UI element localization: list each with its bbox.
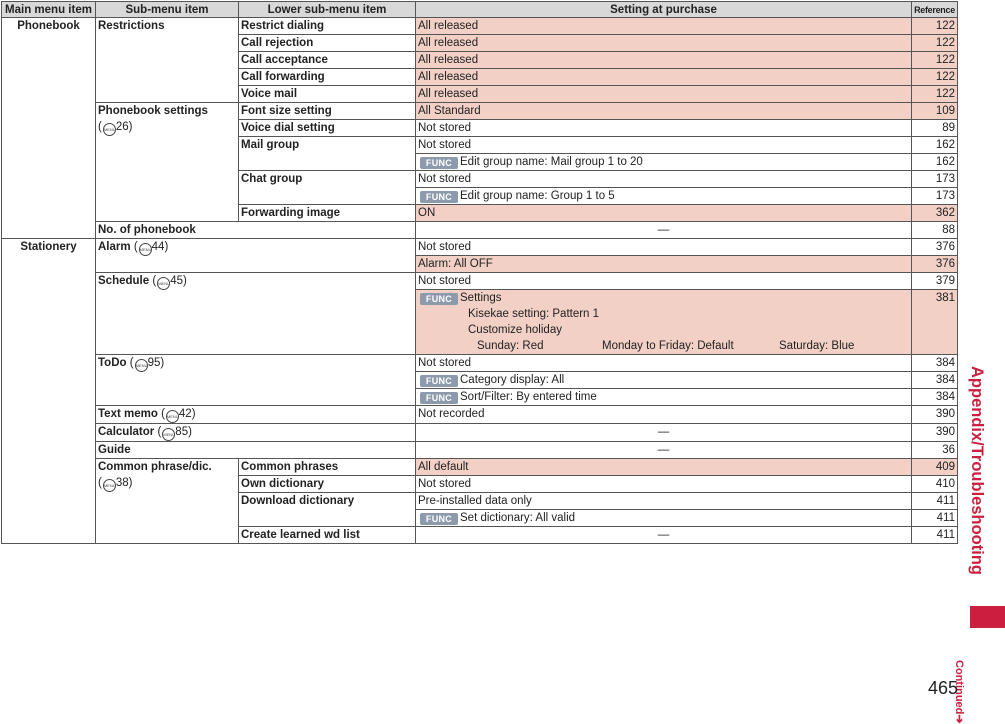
reference-page: 384 [912, 372, 958, 389]
side-tab-marker [970, 606, 1005, 628]
lower-item-call-rejection: Call rejection [239, 35, 416, 52]
lower-item-font-size-setting: Font size setting [239, 103, 416, 120]
lower-item-forwarding-image: Forwarding image [239, 205, 416, 222]
lower-item-voice-dial-setting: Voice dial setting [239, 120, 416, 137]
func-icon: FUNC [420, 191, 458, 203]
continued-label: Continued➔ [953, 660, 965, 724]
monday-friday-color: Monday to Friday: Default [602, 340, 734, 352]
setting-value: All released [416, 86, 912, 103]
menu-icon: MENU [135, 359, 148, 372]
main-item-stationery: Stationery [2, 239, 96, 544]
reference-page: 173 [912, 171, 958, 188]
header-main-menu-item: Main menu item [2, 2, 96, 18]
table-row [2, 355, 958, 372]
table-row [2, 273, 958, 290]
lower-item-voice-mail: Voice mail [239, 86, 416, 103]
setting-value: Alarm: All OFF [416, 256, 912, 273]
menu-icon: MENU [162, 428, 175, 441]
reference-page: 122 [912, 52, 958, 69]
setting-value: Pre-installed data only [416, 493, 912, 510]
sub-item-alarm: Alarm ( MENU44) [96, 239, 416, 273]
sub-item-calculator: Calculator ( MENU85) [96, 424, 416, 442]
setting-value: FUNC Edit group name: Group 1 to 5 [416, 188, 912, 205]
reference-page: 384 [912, 389, 958, 406]
setting-value: FUNC Sort/Filter: By entered time [416, 389, 912, 406]
lower-item-mail-group: Mail group [239, 137, 416, 171]
setting-value: All default [416, 459, 912, 476]
schedule-settings-block [416, 290, 912, 355]
customize-holiday: Customize holiday [468, 324, 562, 336]
setting-value: FUNC Set dictionary: All valid [416, 510, 912, 527]
setting-value: All released [416, 35, 912, 52]
header-lower-sub-menu-item: Lower sub-menu item [239, 2, 416, 18]
reference-page: 381 [912, 290, 958, 355]
reference-page: 362 [912, 205, 958, 222]
table-row [2, 459, 958, 476]
header-reference: Reference [912, 2, 958, 18]
sub-item-schedule: Schedule ( MENU45) [96, 273, 416, 355]
header-sub-menu-item: Sub-menu item [96, 2, 239, 18]
saturday-color: Saturday: Blue [779, 340, 855, 352]
table-row [2, 442, 958, 459]
sub-item-guide: Guide [96, 442, 416, 459]
setting-value: — [416, 424, 912, 442]
menu-icon: MENU [139, 243, 152, 256]
menu-icon: MENU [103, 123, 116, 136]
func-icon: FUNC [420, 293, 458, 305]
page-reference: ( MENU38) [98, 475, 236, 492]
table-row [2, 103, 958, 120]
func-icon: FUNC [420, 375, 458, 387]
setting-value: Not stored [416, 239, 912, 256]
setting-value: — [416, 442, 912, 459]
continued-arrow-icon: ➔ [953, 714, 965, 724]
table-header-row [2, 2, 958, 18]
table-row [2, 424, 958, 442]
lower-item-create-learned-wd-list: Create learned wd list [239, 527, 416, 544]
sub-item-phonebook-settings [96, 103, 239, 222]
setting-value: All released [416, 18, 912, 35]
reference-page: 173 [912, 188, 958, 205]
setting-value: — [416, 527, 912, 544]
func-icon: FUNC [420, 392, 458, 404]
menu-icon: MENU [103, 479, 116, 492]
reference-page: 376 [912, 239, 958, 256]
setting-value: All released [416, 69, 912, 86]
reference-page: 122 [912, 69, 958, 86]
func-icon: FUNC [420, 157, 458, 169]
kisekae-setting: Kisekae setting: Pattern 1 [468, 308, 600, 320]
reference-page: 122 [912, 18, 958, 35]
sub-item-no-of-phonebook: No. of phonebook [96, 222, 416, 239]
lower-item-common-phrases: Common phrases [239, 459, 416, 476]
reference-page: 109 [912, 103, 958, 120]
setting-value: Not stored [416, 476, 912, 493]
setting-value: ON [416, 205, 912, 222]
menu-icon: MENU [166, 410, 179, 423]
setting-value: All released [416, 52, 912, 69]
reference-page: 390 [912, 406, 958, 424]
reference-page: 36 [912, 442, 958, 459]
side-tab-title: Appendix/Troubleshooting [968, 366, 986, 575]
table-row [2, 406, 958, 424]
settings-label: Settings [460, 292, 502, 304]
table-row [2, 18, 958, 35]
lower-item-chat-group: Chat group [239, 171, 416, 205]
reference-page: 122 [912, 86, 958, 103]
sub-item-common-phrase-dic [96, 459, 239, 544]
reference-page: 162 [912, 137, 958, 154]
setting-value: Not stored [416, 273, 912, 290]
settings-table [1, 1, 958, 544]
func-icon: FUNC [420, 513, 458, 525]
setting-value: FUNC Edit group name: Mail group 1 to 20 [416, 154, 912, 171]
lower-item-own-dictionary: Own dictionary [239, 476, 416, 493]
page-number: 465 [928, 678, 959, 698]
reference-page: 411 [912, 527, 958, 544]
lower-item-call-forwarding: Call forwarding [239, 69, 416, 86]
table-row [2, 222, 958, 239]
reference-page: 411 [912, 493, 958, 510]
header-setting-at-purchase: Setting at purchase [416, 2, 912, 18]
reference-page: 122 [912, 35, 958, 52]
sunday-color: Sunday: Red [477, 340, 544, 352]
reference-page: 162 [912, 154, 958, 171]
sub-item-restrictions: Restrictions [96, 18, 239, 103]
lower-item-call-acceptance: Call acceptance [239, 52, 416, 69]
sub-item-label: Common phrase/dic. [98, 461, 212, 473]
page-reference: ( MENU26) [98, 119, 236, 136]
setting-value: FUNC Category display: All [416, 372, 912, 389]
reference-page: 409 [912, 459, 958, 476]
table-row [2, 239, 958, 256]
sub-item-todo: ToDo ( MENU95) [96, 355, 416, 406]
holiday-colors [418, 338, 909, 354]
reference-page: 379 [912, 273, 958, 290]
reference-page: 390 [912, 424, 958, 442]
setting-value: — [416, 222, 912, 239]
reference-page: 89 [912, 120, 958, 137]
reference-page: 410 [912, 476, 958, 493]
reference-page: 384 [912, 355, 958, 372]
reference-page: 88 [912, 222, 958, 239]
sub-item-label: Phonebook settings [98, 105, 208, 117]
main-item-phonebook: Phonebook [2, 18, 96, 239]
sub-item-text-memo: Text memo ( MENU42) [96, 406, 416, 424]
menu-icon: MENU [157, 277, 170, 290]
setting-value: Not stored [416, 137, 912, 154]
lower-item-download-dictionary: Download dictionary [239, 493, 416, 527]
setting-value: Not stored [416, 171, 912, 188]
reference-page: 411 [912, 510, 958, 527]
reference-page: 376 [912, 256, 958, 273]
setting-value: Not stored [416, 355, 912, 372]
lower-item-restrict-dialing: Restrict dialing [239, 18, 416, 35]
setting-value: Not recorded [416, 406, 912, 424]
setting-value: Not stored [416, 120, 912, 137]
setting-value: All Standard [416, 103, 912, 120]
